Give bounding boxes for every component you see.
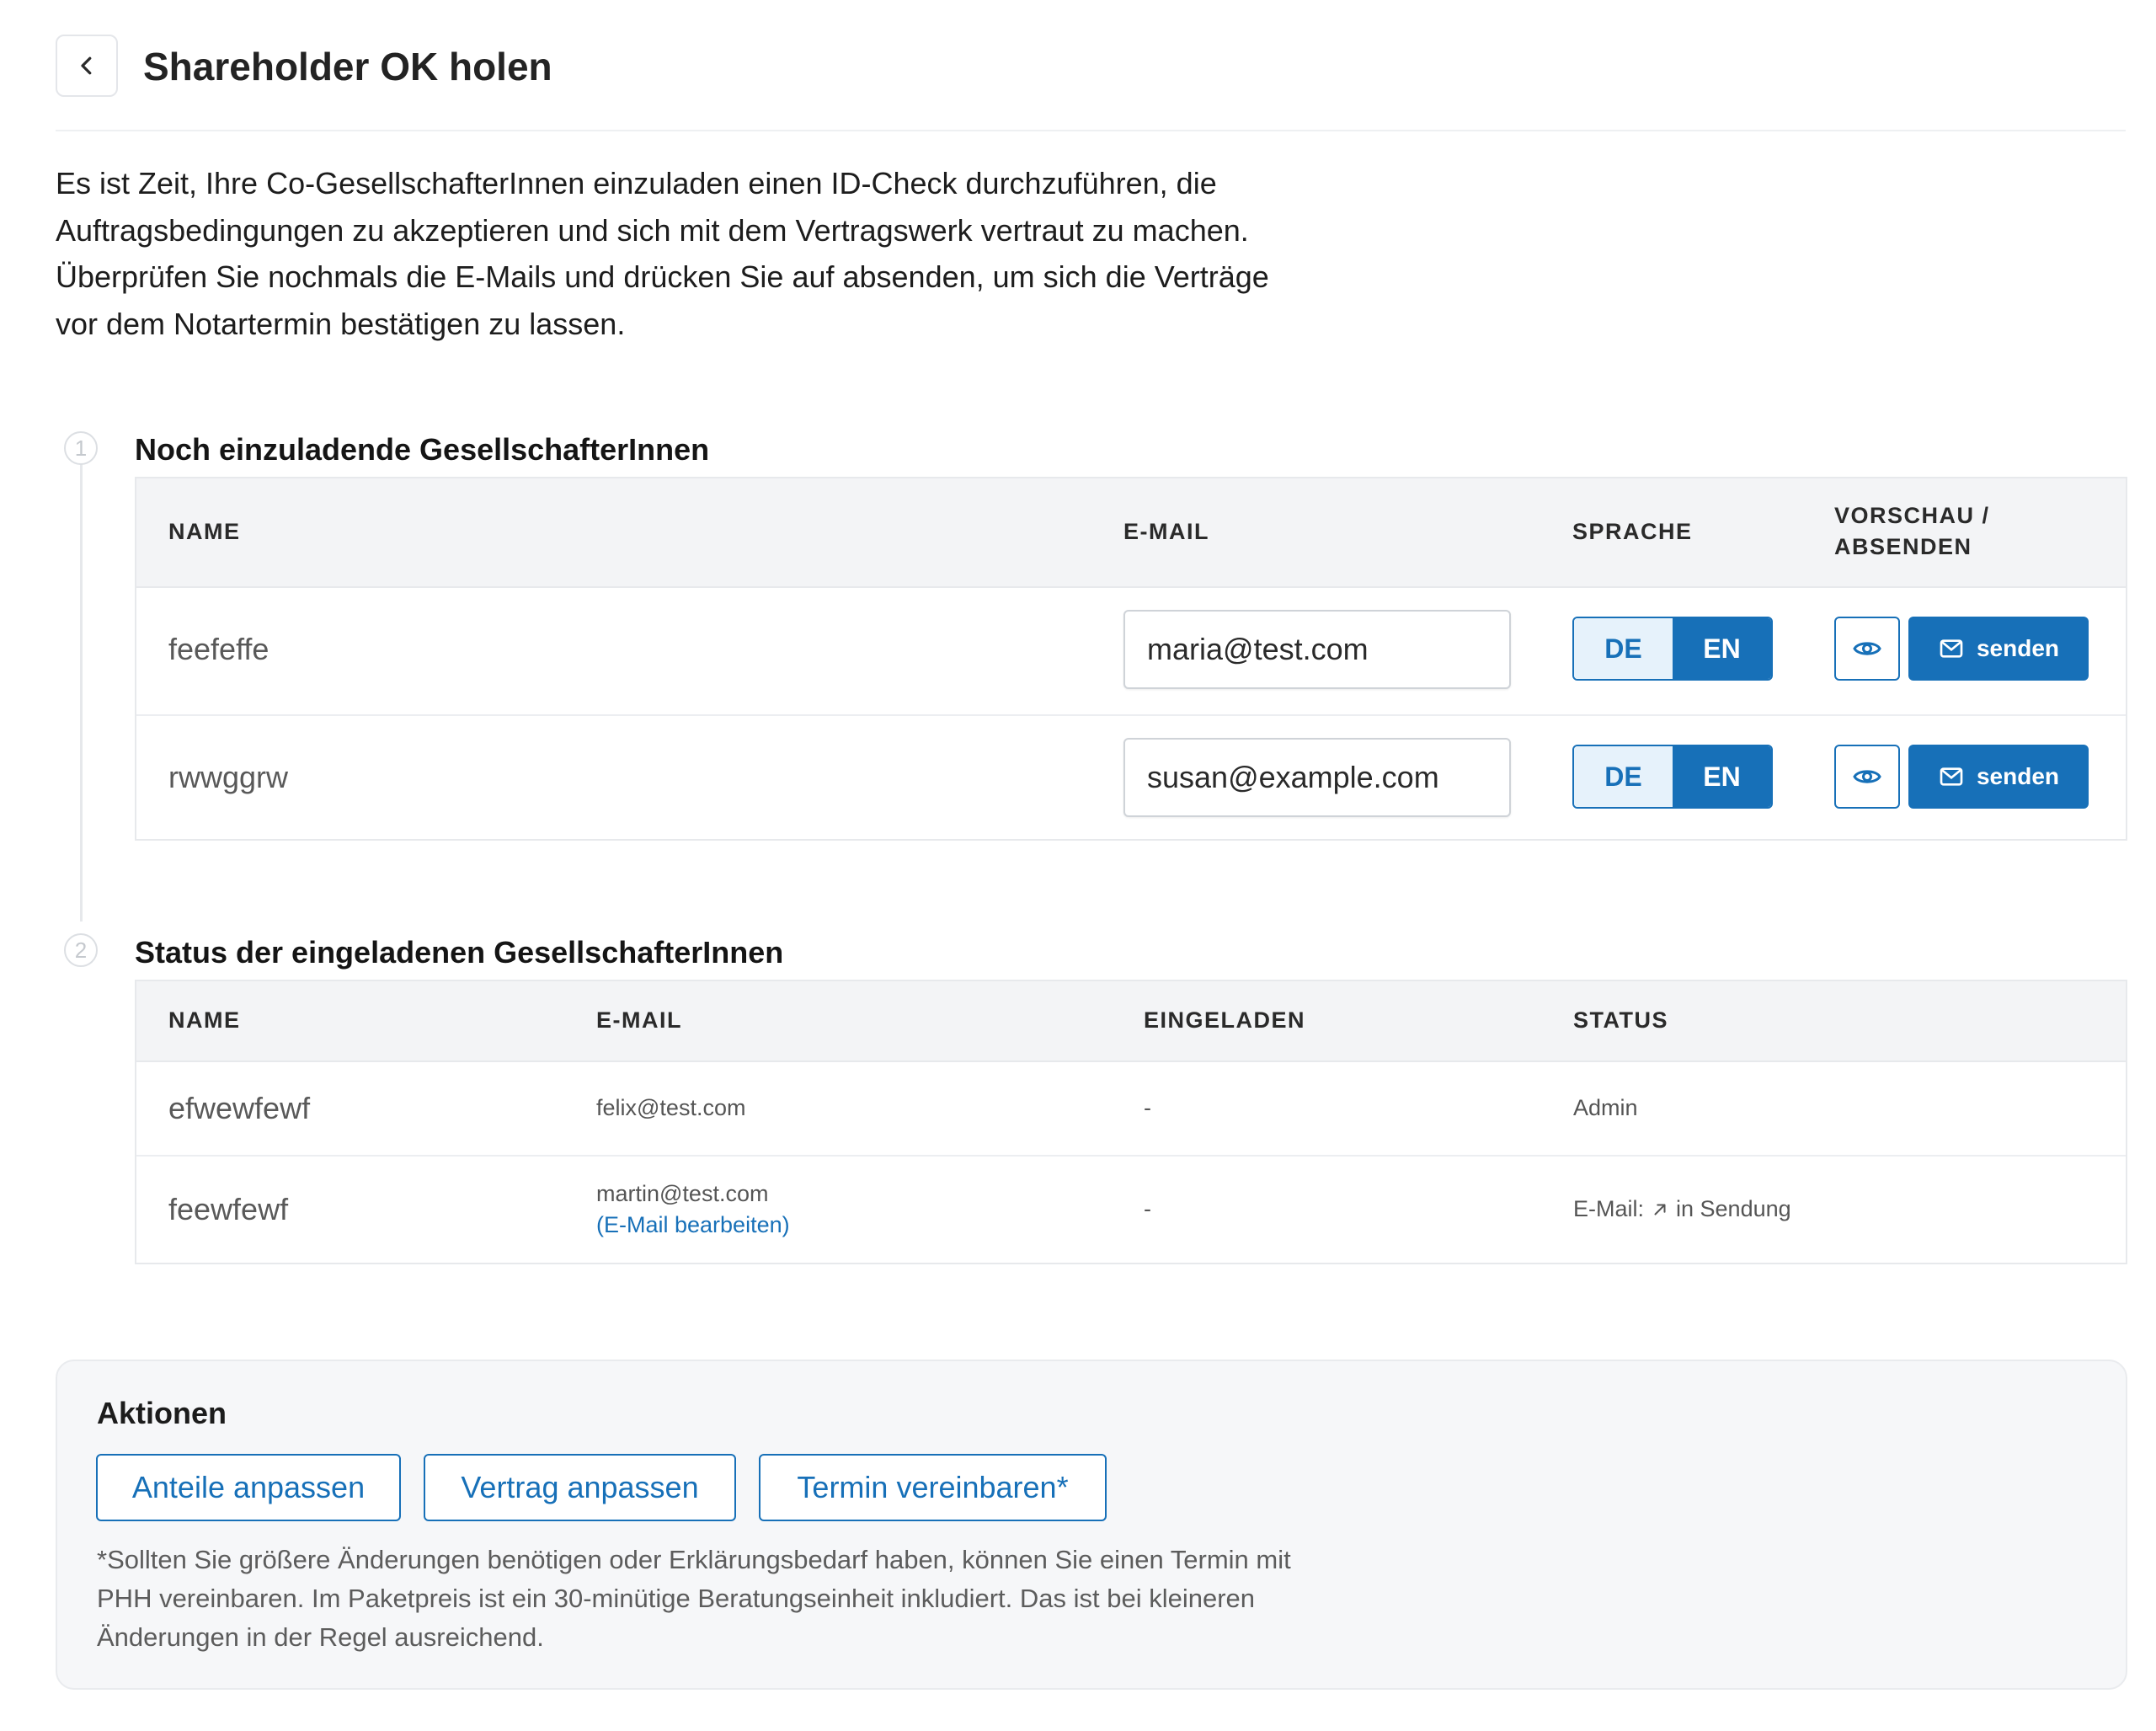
status-text: in Sendung (1676, 1196, 1791, 1221)
column-header-email: E-MAIL (1123, 519, 1209, 544)
chevron-left-icon (74, 53, 99, 78)
invited-table (135, 980, 2127, 1264)
adjust-shares-button[interactable]: Anteile anpassen (96, 1454, 401, 1521)
send-button[interactable] (1908, 617, 2089, 681)
edit-email-paren-close: ) (782, 1212, 790, 1237)
shareholder-name: feefeffe (168, 632, 270, 666)
table-row (136, 1062, 2126, 1157)
schedule-appointment-button[interactable]: Termin vereinbaren* (759, 1454, 1107, 1521)
actions-footnote (97, 1541, 1461, 1657)
adjust-contract-button[interactable]: Vertrag anpassen (424, 1454, 736, 1521)
table-header (136, 478, 2126, 588)
intro-line: Auftragsbedingungen zu akzeptieren und sich mit dem Vertragswerk vertraut zu machen. (56, 212, 1249, 248)
page-title: Shareholder OK holen (143, 45, 552, 88)
column-header-preview-line: ABSENDEN (1834, 534, 1972, 559)
intro-line: Es ist Zeit, Ihre Co-GesellschafterInnen einzuladen einen ID-Check durchzuführen, die (56, 166, 1217, 200)
eye-icon (1852, 761, 1882, 792)
actions-title: Aktionen (97, 1396, 227, 1430)
status-text: Admin (1573, 1095, 1638, 1120)
send-button[interactable] (1908, 745, 2089, 809)
column-header-preview (1834, 500, 1990, 563)
back-button[interactable] (56, 35, 118, 97)
mail-icon (1938, 635, 1965, 662)
intro-line: Überprüfen Sie nochmals die E-Mails und drücken Sie auf absenden, um sich die Verträge (56, 259, 1269, 294)
shareholder-email: felix@test.com (596, 1095, 746, 1120)
edit-email-link[interactable]: E-Mail bearbeiten (604, 1212, 782, 1237)
shareholder-name: efwewfewf (168, 1091, 311, 1125)
footnote-line: Änderungen in der Regel ausreichend. (97, 1622, 544, 1652)
language-option-de[interactable]: DE (1574, 746, 1673, 807)
language-option-en[interactable]: EN (1673, 746, 1771, 807)
shareholder-name: rwwggrw (168, 760, 289, 794)
column-header-preview-line: VORSCHAU / (1834, 503, 1990, 528)
footnote-line: PHH vereinbaren. Im Paketpreis ist ein 30-minütige Beratungseinheit inkludiert. Das ist bei kleineren (97, 1584, 1256, 1613)
step-1-indicator: 1 (64, 431, 98, 465)
table-row (136, 716, 2126, 841)
eye-icon (1852, 633, 1882, 664)
language-toggle (1572, 617, 1773, 681)
pending-table (135, 477, 2127, 841)
invited-section-title: Status der eingeladenen GesellschafterInnen (135, 935, 784, 970)
table-row (136, 588, 2126, 716)
column-header-status: STATUS (1573, 1007, 1668, 1033)
shareholder-email: martin@test.com (596, 1181, 769, 1206)
shareholder-email-block (596, 1178, 790, 1241)
table-row (136, 1157, 2126, 1264)
column-header-invited: EINGELADEN (1144, 1007, 1306, 1033)
language-toggle (1572, 745, 1773, 809)
shareholder-name: feewfewf (168, 1192, 289, 1226)
status-prefix: E-Mail: (1573, 1196, 1645, 1221)
intro-line: vor dem Notartermin bestätigen zu lassen. (56, 306, 626, 341)
edit-email-paren-open: ( (596, 1212, 604, 1237)
footnote-line: *Sollten Sie größere Änderungen benötigen oder Erklärungsbedarf haben, können Sie einen Termin mit (97, 1545, 1291, 1574)
email-field[interactable] (1123, 610, 1511, 689)
table-header (136, 981, 2126, 1062)
preview-button[interactable] (1834, 617, 1900, 681)
status-cell (1573, 1194, 1791, 1225)
intro-text (56, 160, 1369, 347)
column-header-email: E-MAIL (596, 1007, 682, 1033)
stepper-line (80, 460, 83, 922)
header-divider (56, 130, 2126, 131)
send-button-label: senden (1976, 635, 2060, 661)
preview-button[interactable] (1834, 745, 1900, 809)
email-field[interactable] (1123, 738, 1511, 817)
language-option-en[interactable]: EN (1673, 618, 1771, 679)
invited-date: - (1144, 1196, 1151, 1221)
arrow-up-right-icon (1651, 1200, 1669, 1219)
mail-icon (1938, 763, 1965, 790)
column-header-name: NAME (168, 519, 241, 544)
pending-section-title: Noch einzuladende GesellschafterInnen (135, 432, 710, 467)
language-option-de[interactable]: DE (1574, 618, 1673, 679)
edit-email-wrapper (596, 1210, 790, 1241)
send-button-label: senden (1976, 763, 2060, 789)
step-2-indicator: 2 (64, 933, 98, 967)
invited-date: - (1144, 1095, 1151, 1120)
column-header-language: SPRACHE (1572, 519, 1693, 544)
column-header-name: NAME (168, 1007, 241, 1033)
